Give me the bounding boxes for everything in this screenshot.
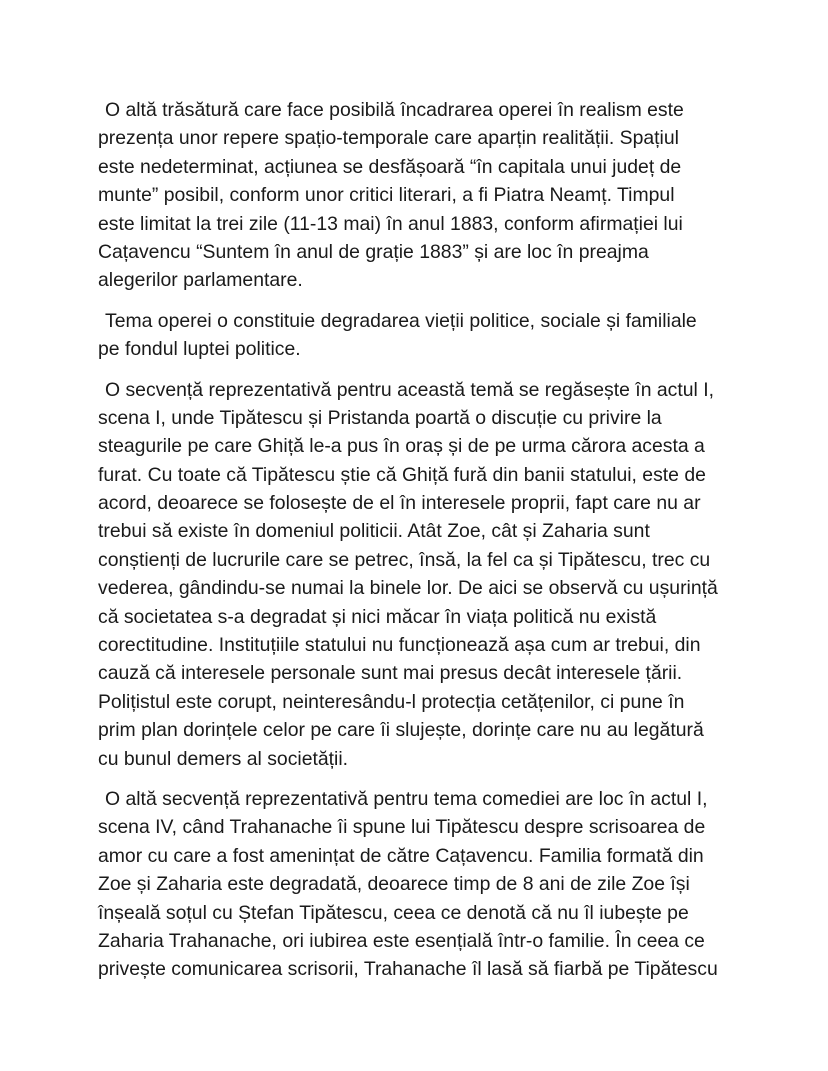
text-line: că societatea s-a degradat și nici măcar în viața politică nu există <box>98 605 657 628</box>
text-line: furat. Cu toate că Tipătescu știe că Ghiță fură din banii statului, este de <box>98 463 706 486</box>
document-page <box>98 96 738 996</box>
text-line: O altă secvență reprezentativă pentru tema comediei are loc în actul I, <box>105 787 708 810</box>
text-line: conștienți de lucrurile care se petrec, însă, la fel ca și Tipătescu, trec cu <box>98 548 711 571</box>
text-line: prim plan dorințele celor pe care îi slujește, dorințe care nu au legătură <box>98 719 704 742</box>
text-line: scena IV, când Trahanache îi spune lui Tipătescu despre scrisoarea de <box>98 816 706 839</box>
text-line: Tema operei o constituie degradarea vieții politice, sociale și familiale <box>105 309 697 332</box>
text-line: steagurile pe care Ghiță le-a pus în oraș și de pe urma cărora acesta a <box>98 435 705 458</box>
text-line: trebui să existe în domeniul politicii. Atât Zoe, cât și Zaharia sunt <box>98 520 650 543</box>
text-line: cu bunul demers al societății. <box>98 747 349 770</box>
text-line: Cațavencu “Suntem în anul de grație 1883” și are loc în preajma <box>98 240 649 263</box>
text-line: este nedeterminat, acțiunea se desfășoară “în capitala unui județ de <box>98 155 682 178</box>
text-line: privește comunicarea scrisorii, Trahanache îl lasă să fiarbă pe Tipătescu <box>98 958 718 981</box>
text-line: O altă trăsătură care face posibilă încadrarea operei în realism este <box>105 99 684 121</box>
text-line: este limitat la trei zile (11-13 mai) în anul 1883, conform afirmației lui <box>98 212 683 235</box>
paragraph-theme <box>98 307 738 364</box>
text-line: munte” posibil, conform unor critici literari, a fi Piatra Neamț. Timpul <box>98 184 675 207</box>
text-line: prezența unor repere spațio-temporale care aparțin realității. Spațiul <box>98 127 679 150</box>
text-line: Zaharia Trahanache, ori iubirea este esențială într-o familie. În ceea ce <box>98 929 705 952</box>
text-line: scena I, unde Tipătescu și Pristanda poartă o discuție cu privire la <box>98 406 662 429</box>
text-line: cauză că interesele personale sunt mai presus decât interesele țării. <box>98 662 683 685</box>
text-line: O secvență reprezentativă pentru această temă se regăsește în actul I, <box>105 378 714 401</box>
text-line: amor cu care a fost amenințat de către Cațavencu. Familia formată din <box>98 844 704 867</box>
text-line: corectitudine. Instituțiile statului nu funcționează așa cum ar trebui, din <box>98 634 701 657</box>
paragraph-first-sequence <box>98 376 738 773</box>
text-line: vederea, gândindu-se numai la binele lor. De aici se observă cu ușurință <box>98 577 718 600</box>
text-line: alegerilor parlamentare. <box>98 269 303 292</box>
paragraph-realism <box>98 96 738 295</box>
text-line: Polițistul este corupt, neinteresându-l protecția cetățenilor, ci pune în <box>98 690 685 713</box>
text-line: înșeală soțul cu Ștefan Tipătescu, ceea ce denotă că nu îl iubește pe <box>98 901 689 924</box>
text-line: acord, deoarece se folosește de el în interesele proprii, fapt care nu ar <box>98 492 701 515</box>
text-line: pe fondul luptei politice. <box>98 338 301 361</box>
text-line: Zoe și Zaharia este degradată, deoarece timp de 8 ani de zile Zoe își <box>98 873 690 896</box>
paragraph-second-sequence <box>98 785 738 984</box>
